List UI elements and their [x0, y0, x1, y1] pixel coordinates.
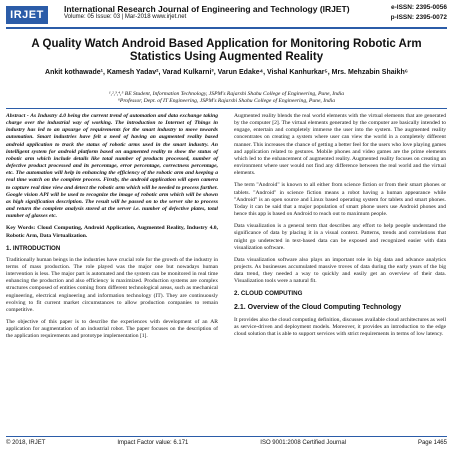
data-vis-paragraph-1: Data visualization is a general term that describes any effort to help people understand the significance of data by placing it in a visual context. Patterns, trends and correlations that might go undetected in text-based data can be exposed and recognized easier with data visualization software. — [234, 223, 446, 251]
abstract: Abstract - As Industry 4.0 being the current trend of automation and data exchange taking charge over the industrial way of working. The introduction to Internet of Things in industry has led to an upsurge of requirements for the smart industry to move towards automation. Smart industries have felt a need of having an augmented reality based android application to track the status of robotic arms used in the smart industry. An intelligent system for android platform based on augmented reality to show the status of robotic arm which include details like total number of products processed, number of defective product processed and its percentage, error percentage, correctness percentage, etc. The automation will help in enhancing the efficiency of the robotic arm and keeping a real time watch on the complete process. Firstly, the android application will open camera to capture real time view and detect the robotic arm which will be needed to process further. Google vision API will be used to recognize the image of robotic arm which will be shown as high signification description. The result will be passed on to the server site to process and return the complete analysis stored at the server i.e. number of defective plates, total number of glasses etc. — [6, 113, 218, 220]
section-introduction-heading: 1. INTRODUCTION — [6, 244, 61, 252]
android-paragraph: The term "Android" is known to all either from science fiction or from their smart phones or tablets. "Android" in science fiction means a robot having a human appearance while "Android" is an open source and Linux based operating system for tablets and smart phones. Today it can be said that a major population of smart phone users use Android phones and hence this app is based on Android to reach out to maximum people. — [234, 182, 446, 218]
affiliations — [20, 91, 433, 105]
title-rule — [6, 108, 447, 109]
right-column — [234, 113, 446, 343]
e-issn: e-ISSN: 2395-0056 — [390, 4, 447, 11]
iso-certification: ISO 9001:2008 Certified Journal — [260, 440, 347, 446]
data-vis-paragraph-2: Data visualization software also plays an important role in big data and advance analytics projects. As businesses accumulated massive troves of data during the early years of the big data trend, they needed a way to quickly and easily get an overview of their data. Visualization tools were a natural fit. — [234, 256, 446, 285]
page-footer — [6, 440, 447, 446]
left-column — [6, 113, 218, 346]
footer-rule — [6, 436, 447, 437]
keywords — [6, 225, 218, 239]
intro-paragraph-1: Traditionally human beings in the industries have crucial role for the growth of the industry in terms of mass production. The role played was the major one but nowadays human intervention is less. The major part is automated and the system can be monitored in real time enhancing the production and also efficiency is maximized. Production systems are complex structures composed of entities coming from different technological areas, such as mechanical engineering, electrical engineering and information technology (IT). They are continuously evolving to fit current market circumstances to allow production companies to remain competitive. — [6, 256, 218, 313]
intro-paragraph-2: The objective of this paper is to describe the experiences with development of an AR application for augmentation of an industrial robot. The paper focuses on the description of the application requirements and prototype implementation [1]. — [6, 319, 218, 340]
keywords-text: Cloud Computing, Android Application, Augmented Reality, Industry 4.0, Robotic Arm, Data Virtualization. — [6, 225, 218, 239]
journal-name: International Research Journal of Engineering and Technology (IRJET) — [64, 4, 350, 14]
header-rule — [6, 27, 447, 29]
copyright: © 2018, IRJET — [6, 440, 46, 446]
subsection-cloud-overview-heading: 2.1. Overview of the Cloud Computing Technology — [234, 303, 402, 311]
ar-paragraph: Augmented reality blends the real world elements with the virtual elements that are generated by the computer [2]. The virtual elements generated by the computer are basically intended to engage, entertain and completely immerse the user into the system. The augmented reality concentrates on creating a system where user can view the world in a completely different manner. This increases the chance of getting a better feel for the users who love playing games and application related to gestures. Mobile phones and video games are the prime elements which led to the enhancement of augmented reality. Augmented reality focuses on creating an environment where user would not find any difference between the real world and the virtual elements. — [234, 113, 446, 177]
p-issn: p-ISSN: 2395-0072 — [390, 14, 447, 21]
keywords-label: Key Words: — [6, 225, 36, 232]
page-number: Page 1465 — [417, 440, 447, 446]
author-list: Ankit kothawade¹, Kamesh Yadav², Varad Kulkarni³, Varun Edake⁴, Vishal Kanhurkar⁵, Mrs. Mehzabin Shaikh⁶ — [45, 69, 408, 76]
journal-logo: IRJET — [6, 6, 48, 24]
volume-issue: Volume: 05 Issue: 03 | Mar-2018 www.irjet.net — [64, 14, 187, 20]
affiliation-professor: ⁶Professor, Dept. of IT Engineering, JSPM's Rajarshi Shahu College of Engineering, Pune, India — [117, 98, 336, 104]
impact-factor: Impact Factor value: 6.171 — [117, 440, 189, 446]
cloud-paragraph: It provides also the cloud computing definition, discusses available cloud architectures as well as service-driven and deployment models. Moreover, it provides an introduction to the edge cloud solution that is able to support services with strict requirements in terms of low latency. — [234, 316, 446, 337]
section-cloud-heading: 2. CLOUD COMPUTING — [234, 290, 303, 298]
journal-header — [6, 4, 447, 34]
affiliation-students: ¹,²,³,⁴,⁵ BE Student, Information Technology, JSPM's Rajarshi Shahu College of Engineering, Pune, India — [108, 91, 345, 97]
paper-title: A Quality Watch Android Based Application for Monitoring Robotic Arm Statistics Using Augmented Reality — [31, 38, 422, 63]
